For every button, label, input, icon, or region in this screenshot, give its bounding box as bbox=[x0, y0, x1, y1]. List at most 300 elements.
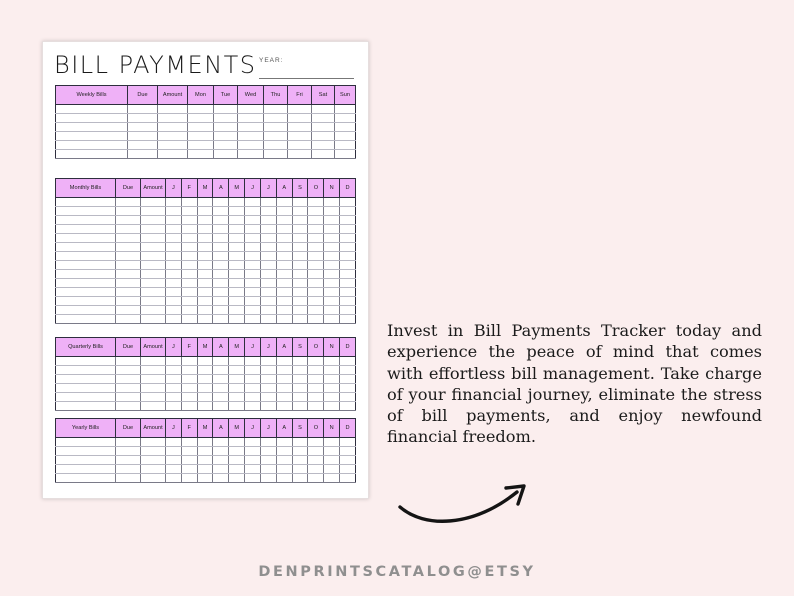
table-cell bbox=[197, 252, 213, 261]
table-cell bbox=[308, 279, 324, 288]
table-cell bbox=[245, 315, 261, 324]
table-cell bbox=[166, 438, 182, 447]
header-row bbox=[56, 419, 356, 438]
table-cell bbox=[213, 456, 229, 465]
table-cell bbox=[312, 105, 335, 114]
table-cell bbox=[141, 261, 166, 270]
table-cell bbox=[260, 288, 276, 297]
column-header: O bbox=[308, 179, 324, 198]
table-cell bbox=[56, 366, 116, 375]
table-cell bbox=[166, 384, 182, 393]
table-cell bbox=[324, 447, 340, 456]
table-cell bbox=[213, 447, 229, 456]
table-cell bbox=[264, 123, 288, 132]
table-cell bbox=[276, 366, 292, 375]
table-cell bbox=[229, 279, 245, 288]
table-cell bbox=[213, 366, 229, 375]
column-header: J bbox=[260, 338, 276, 357]
table-cell bbox=[181, 279, 197, 288]
table-cell bbox=[324, 198, 340, 207]
table-cell bbox=[213, 270, 229, 279]
table-cell bbox=[288, 141, 312, 150]
column-header: N bbox=[324, 419, 340, 438]
column-header: J bbox=[166, 179, 182, 198]
table-cell bbox=[245, 465, 261, 474]
table-cell bbox=[308, 270, 324, 279]
table-cell bbox=[292, 384, 308, 393]
table-cell bbox=[214, 150, 238, 159]
column-header: Mon bbox=[188, 86, 214, 105]
table-row bbox=[56, 357, 356, 366]
column-header: M bbox=[197, 419, 213, 438]
table-cell bbox=[56, 261, 116, 270]
table-cell bbox=[264, 150, 288, 159]
table-cell bbox=[188, 105, 214, 114]
column-header: Due bbox=[116, 419, 141, 438]
table-cell bbox=[229, 402, 245, 411]
table-cell bbox=[324, 279, 340, 288]
table-cell bbox=[197, 261, 213, 270]
table-row bbox=[56, 123, 356, 132]
table-cell bbox=[324, 465, 340, 474]
table-cell bbox=[213, 375, 229, 384]
table-cell bbox=[324, 357, 340, 366]
table-cell bbox=[276, 384, 292, 393]
table-cell bbox=[229, 216, 245, 225]
table-cell bbox=[308, 465, 324, 474]
table-cell bbox=[260, 447, 276, 456]
table-cell bbox=[308, 375, 324, 384]
table-cell bbox=[56, 447, 116, 456]
page-title: BILL PAYMENTS bbox=[54, 51, 257, 79]
table-cell bbox=[56, 252, 116, 261]
table-cell bbox=[335, 141, 356, 150]
table-cell bbox=[292, 207, 308, 216]
table-cell bbox=[229, 306, 245, 315]
table-cell bbox=[56, 279, 116, 288]
table-cell bbox=[312, 141, 335, 150]
table-cell bbox=[292, 447, 308, 456]
table-cell bbox=[260, 306, 276, 315]
table-cell bbox=[260, 438, 276, 447]
table-cell bbox=[335, 114, 356, 123]
table-cell bbox=[56, 207, 116, 216]
table-cell bbox=[245, 306, 261, 315]
table-cell bbox=[340, 270, 356, 279]
table-cell bbox=[335, 105, 356, 114]
table-cell bbox=[245, 375, 261, 384]
column-header: N bbox=[324, 338, 340, 357]
table-cell bbox=[141, 216, 166, 225]
table-cell bbox=[116, 207, 141, 216]
table-cell bbox=[141, 315, 166, 324]
table-cell bbox=[312, 132, 335, 141]
table-row bbox=[56, 279, 356, 288]
column-header: Tue bbox=[214, 86, 238, 105]
column-header: Due bbox=[116, 338, 141, 357]
table-cell bbox=[340, 243, 356, 252]
table-cell bbox=[181, 402, 197, 411]
table-cell bbox=[197, 297, 213, 306]
table-row bbox=[56, 465, 356, 474]
column-header: J bbox=[245, 338, 261, 357]
table-cell bbox=[128, 123, 158, 132]
table-cell bbox=[56, 123, 128, 132]
column-header: F bbox=[181, 179, 197, 198]
table-cell bbox=[166, 216, 182, 225]
table-cell bbox=[229, 270, 245, 279]
table-row bbox=[56, 438, 356, 447]
table-row bbox=[56, 150, 356, 159]
table-row bbox=[56, 141, 356, 150]
table-cell bbox=[264, 132, 288, 141]
table-cell bbox=[260, 393, 276, 402]
column-header: M bbox=[229, 338, 245, 357]
table-cell bbox=[141, 474, 166, 483]
table-cell bbox=[340, 225, 356, 234]
table-cell bbox=[308, 243, 324, 252]
table-cell bbox=[128, 150, 158, 159]
table-cell bbox=[141, 270, 166, 279]
table-cell bbox=[324, 375, 340, 384]
table-cell bbox=[166, 243, 182, 252]
column-header: Sun bbox=[335, 86, 356, 105]
table-cell bbox=[276, 225, 292, 234]
table-cell bbox=[197, 375, 213, 384]
table-cell bbox=[245, 207, 261, 216]
table-cell bbox=[197, 402, 213, 411]
table-cell bbox=[292, 243, 308, 252]
table-cell bbox=[324, 216, 340, 225]
table-cell bbox=[229, 384, 245, 393]
table-cell bbox=[166, 393, 182, 402]
table-cell bbox=[308, 261, 324, 270]
table-cell bbox=[166, 447, 182, 456]
table-cell bbox=[56, 243, 116, 252]
table-cell bbox=[340, 375, 356, 384]
table-cell bbox=[308, 225, 324, 234]
table-row bbox=[56, 234, 356, 243]
table-cell bbox=[141, 357, 166, 366]
column-header: Amount bbox=[141, 179, 166, 198]
table-cell bbox=[260, 384, 276, 393]
table-cell bbox=[197, 243, 213, 252]
table-cell bbox=[260, 252, 276, 261]
table-cell bbox=[56, 402, 116, 411]
table-row bbox=[56, 252, 356, 261]
table-cell bbox=[238, 123, 264, 132]
table-cell bbox=[166, 474, 182, 483]
table-cell bbox=[229, 207, 245, 216]
table-cell bbox=[308, 288, 324, 297]
column-header: Sat bbox=[312, 86, 335, 105]
table-cell bbox=[188, 150, 214, 159]
table-row bbox=[56, 207, 356, 216]
table-cell bbox=[128, 141, 158, 150]
table-cell bbox=[276, 207, 292, 216]
table-cell bbox=[340, 357, 356, 366]
table-cell bbox=[324, 207, 340, 216]
table-cell bbox=[292, 474, 308, 483]
table-cell bbox=[213, 243, 229, 252]
table-cell bbox=[141, 288, 166, 297]
column-header: J bbox=[166, 338, 182, 357]
table-cell bbox=[260, 279, 276, 288]
table-row bbox=[56, 366, 356, 375]
table-cell bbox=[116, 243, 141, 252]
table-cell bbox=[308, 234, 324, 243]
table-cell bbox=[292, 402, 308, 411]
table-cell bbox=[260, 465, 276, 474]
table-cell bbox=[116, 297, 141, 306]
table-cell bbox=[56, 315, 116, 324]
table-row bbox=[56, 306, 356, 315]
table-cell bbox=[324, 393, 340, 402]
table-cell bbox=[141, 384, 166, 393]
column-header: A bbox=[276, 179, 292, 198]
table-cell bbox=[56, 150, 128, 159]
table-cell bbox=[181, 456, 197, 465]
table-cell bbox=[245, 402, 261, 411]
table-cell bbox=[56, 234, 116, 243]
table-cell bbox=[245, 279, 261, 288]
table-cell bbox=[260, 270, 276, 279]
table-cell bbox=[324, 315, 340, 324]
table-cell bbox=[340, 393, 356, 402]
table-cell bbox=[213, 384, 229, 393]
table-cell bbox=[245, 198, 261, 207]
table-cell bbox=[340, 456, 356, 465]
table-cell bbox=[276, 402, 292, 411]
table-cell bbox=[197, 438, 213, 447]
table-cell bbox=[56, 384, 116, 393]
table-cell bbox=[276, 216, 292, 225]
table-cell bbox=[340, 402, 356, 411]
table-cell bbox=[340, 198, 356, 207]
table-cell bbox=[181, 384, 197, 393]
table-cell bbox=[292, 216, 308, 225]
yearly-bills-table bbox=[55, 418, 356, 483]
column-header: S bbox=[292, 179, 308, 198]
table-row bbox=[56, 132, 356, 141]
table-cell bbox=[213, 393, 229, 402]
table-cell bbox=[56, 297, 116, 306]
table-cell bbox=[308, 297, 324, 306]
table-cell bbox=[116, 306, 141, 315]
table-cell bbox=[340, 306, 356, 315]
table-cell bbox=[158, 114, 188, 123]
table-cell bbox=[292, 234, 308, 243]
table-cell bbox=[181, 447, 197, 456]
table-cell bbox=[213, 465, 229, 474]
table-cell bbox=[245, 393, 261, 402]
table-cell bbox=[116, 216, 141, 225]
table-cell bbox=[264, 114, 288, 123]
table-cell bbox=[197, 465, 213, 474]
table-cell bbox=[340, 261, 356, 270]
column-header: Due bbox=[116, 179, 141, 198]
table-cell bbox=[213, 198, 229, 207]
table-cell bbox=[197, 315, 213, 324]
table-cell bbox=[260, 366, 276, 375]
table-cell bbox=[276, 447, 292, 456]
table-cell bbox=[229, 393, 245, 402]
table-cell bbox=[229, 474, 245, 483]
table-cell bbox=[292, 288, 308, 297]
column-header: J bbox=[260, 179, 276, 198]
header-row bbox=[56, 86, 356, 105]
table-cell bbox=[340, 288, 356, 297]
table-cell bbox=[197, 216, 213, 225]
table-cell bbox=[276, 306, 292, 315]
table-cell bbox=[213, 288, 229, 297]
table-cell bbox=[324, 243, 340, 252]
table-cell bbox=[166, 270, 182, 279]
table-cell bbox=[288, 114, 312, 123]
table-cell bbox=[324, 456, 340, 465]
table-cell bbox=[141, 438, 166, 447]
table-cell bbox=[214, 105, 238, 114]
table-cell bbox=[276, 198, 292, 207]
column-header: O bbox=[308, 338, 324, 357]
table-cell bbox=[214, 132, 238, 141]
table-cell bbox=[245, 456, 261, 465]
table-cell bbox=[292, 357, 308, 366]
table-cell bbox=[308, 456, 324, 465]
table-cell bbox=[116, 366, 141, 375]
table-cell bbox=[116, 279, 141, 288]
table-cell bbox=[213, 252, 229, 261]
table-cell bbox=[308, 447, 324, 456]
table-cell bbox=[276, 288, 292, 297]
table-row bbox=[56, 216, 356, 225]
table-cell bbox=[116, 357, 141, 366]
table-cell bbox=[324, 261, 340, 270]
table-cell bbox=[340, 438, 356, 447]
table-cell bbox=[245, 234, 261, 243]
table-cell bbox=[188, 132, 214, 141]
table-cell bbox=[181, 297, 197, 306]
table-cell bbox=[141, 252, 166, 261]
table-cell bbox=[56, 306, 116, 315]
column-header: A bbox=[213, 419, 229, 438]
table-row bbox=[56, 474, 356, 483]
table-cell bbox=[312, 150, 335, 159]
table-cell bbox=[166, 288, 182, 297]
table-row bbox=[56, 261, 356, 270]
table-cell bbox=[166, 207, 182, 216]
table-cell bbox=[260, 261, 276, 270]
table-cell bbox=[292, 198, 308, 207]
table-cell bbox=[213, 207, 229, 216]
table-cell bbox=[141, 225, 166, 234]
table-cell bbox=[276, 474, 292, 483]
column-header: F bbox=[181, 419, 197, 438]
table-cell bbox=[229, 357, 245, 366]
table-cell bbox=[56, 375, 116, 384]
table-cell bbox=[245, 243, 261, 252]
table-cell bbox=[308, 306, 324, 315]
table-cell bbox=[128, 105, 158, 114]
table-cell bbox=[324, 288, 340, 297]
column-header: Monthly Bills bbox=[56, 179, 116, 198]
table-cell bbox=[166, 375, 182, 384]
table-cell bbox=[141, 207, 166, 216]
table-cell bbox=[56, 216, 116, 225]
table-cell bbox=[324, 402, 340, 411]
table-cell bbox=[276, 252, 292, 261]
monthly-bills-table bbox=[55, 178, 356, 324]
table-cell bbox=[308, 402, 324, 411]
table-cell bbox=[260, 375, 276, 384]
table-cell bbox=[188, 114, 214, 123]
table-cell bbox=[158, 123, 188, 132]
table-cell bbox=[292, 306, 308, 315]
table-cell bbox=[276, 357, 292, 366]
table-cell bbox=[141, 198, 166, 207]
table-cell bbox=[238, 114, 264, 123]
table-cell bbox=[260, 243, 276, 252]
table-cell bbox=[276, 234, 292, 243]
table-cell bbox=[276, 456, 292, 465]
table-cell bbox=[214, 123, 238, 132]
table-cell bbox=[166, 315, 182, 324]
table-row bbox=[56, 384, 356, 393]
table-cell bbox=[260, 456, 276, 465]
table-cell bbox=[288, 105, 312, 114]
table-cell bbox=[197, 288, 213, 297]
table-cell bbox=[116, 234, 141, 243]
table-cell bbox=[166, 402, 182, 411]
table-cell bbox=[116, 261, 141, 270]
table-cell bbox=[340, 384, 356, 393]
table-cell bbox=[292, 366, 308, 375]
table-cell bbox=[238, 105, 264, 114]
table-cell bbox=[292, 270, 308, 279]
table-cell bbox=[245, 270, 261, 279]
table-cell bbox=[116, 315, 141, 324]
table-cell bbox=[276, 243, 292, 252]
table-cell bbox=[229, 297, 245, 306]
table-cell bbox=[276, 261, 292, 270]
table-cell bbox=[214, 114, 238, 123]
table-cell bbox=[197, 207, 213, 216]
promo-text: Invest in Bill Payments Tracker today and experience the peace of mind that comes with effortless bill management. Take charge of your financial journey, eliminate the stress of bill payments, and enjoy newfound financial freedom. bbox=[387, 321, 762, 447]
table-cell bbox=[340, 279, 356, 288]
table-cell bbox=[264, 105, 288, 114]
table-cell bbox=[166, 297, 182, 306]
column-header: D bbox=[340, 419, 356, 438]
table-cell bbox=[260, 216, 276, 225]
table-row bbox=[56, 375, 356, 384]
table-cell bbox=[324, 306, 340, 315]
table-cell bbox=[166, 252, 182, 261]
table-cell bbox=[260, 297, 276, 306]
table-cell bbox=[141, 234, 166, 243]
column-header: J bbox=[166, 419, 182, 438]
table-cell bbox=[340, 315, 356, 324]
table-cell bbox=[128, 114, 158, 123]
table-cell bbox=[116, 225, 141, 234]
table-cell bbox=[181, 225, 197, 234]
table-cell bbox=[260, 225, 276, 234]
table-cell bbox=[141, 393, 166, 402]
table-cell bbox=[141, 243, 166, 252]
table-cell bbox=[197, 270, 213, 279]
table-cell bbox=[213, 306, 229, 315]
table-cell bbox=[56, 270, 116, 279]
table-cell bbox=[260, 207, 276, 216]
